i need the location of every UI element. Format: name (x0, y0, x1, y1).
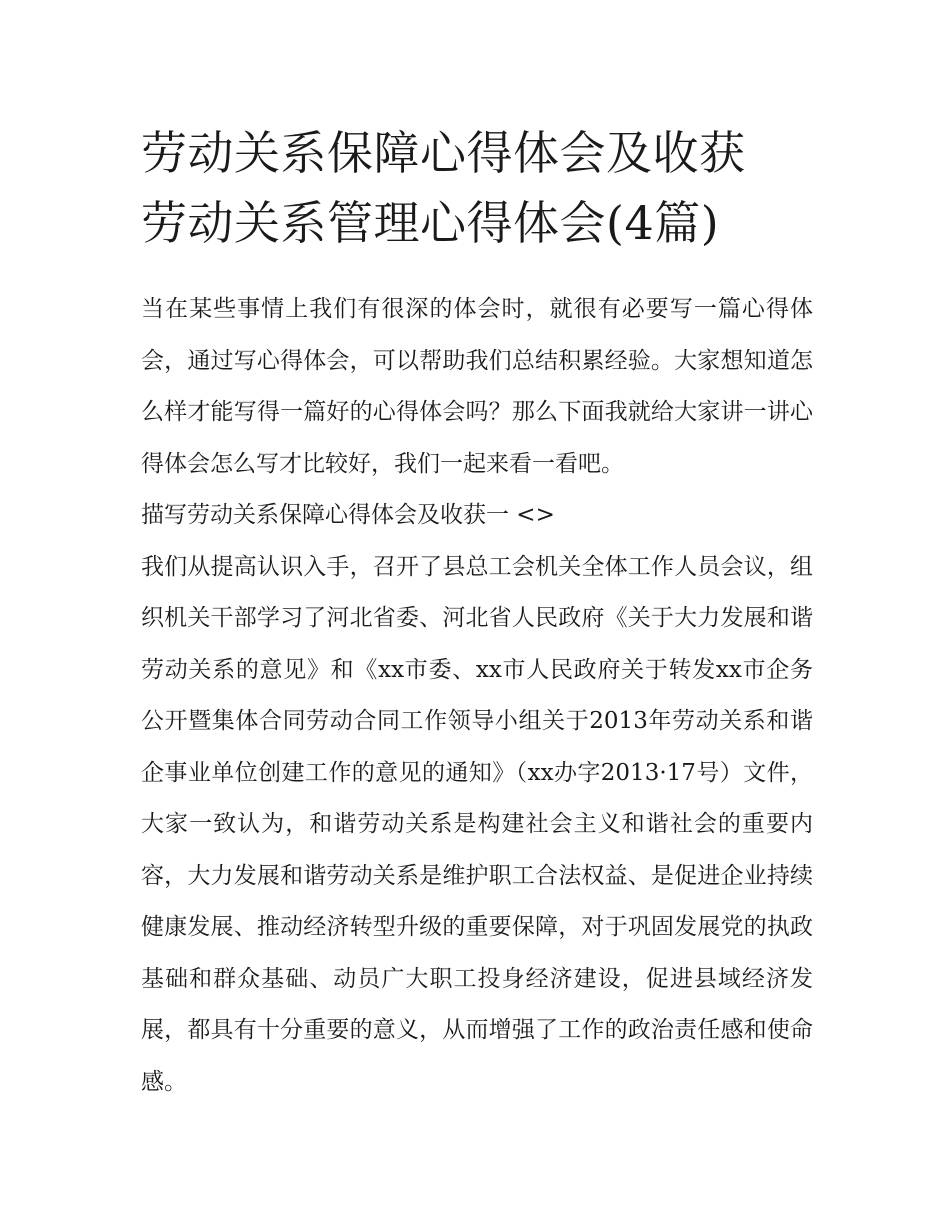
title-line-2: 劳动关系管理心得体会(4篇) (141, 196, 720, 250)
intro-paragraph: 当在某些事情上我们有很深的体会时，就很有必要写一篇心得体会，通过写心得体会，可以帮助我们总结积累经验。大家想知道怎么样才能写得一篇好的心得体会吗？那么下面我就给大家讲一讲心得体会怎么写才比较好，我们一起来看一看吧。 (141, 296, 813, 477)
body-paragraph: 我们从提高认识入手，召开了县总工会机关全体工作人员会议，组织机关干部学习了河北省委、河北省人民政府《关于大力发展和谐劳动关系的意见》和《xx市委、xx市人民政府关于转发xx市企务公开暨集体合同劳动合同工作领导小组关于2013年劳动关系和谐企事业单位创建工作的意见的通知》（xx办字2013·17号）文件，大家一致认为，和谐劳动关系是构建社会主义和谐社会的重要内容，大力发展和谐劳动关系是维护职工合法权益、是促进企业持续健康发展、推动经济转型升级的重要保障，对于巩固发展党的执政基础和群众基础、动员广大职工投身经济建设，促进县域经济发展，都具有十分重要的意义，从而增强了工作的政治责任感和使命感。 (141, 553, 813, 1095)
document-body (141, 284, 813, 1108)
title-line-1: 劳动关系保障心得体会及收获 (141, 126, 746, 180)
document-title (141, 118, 813, 258)
document-page (141, 118, 813, 1108)
section-heading: 描写劳动关系保障心得体会及收获一 <> (141, 502, 555, 528)
